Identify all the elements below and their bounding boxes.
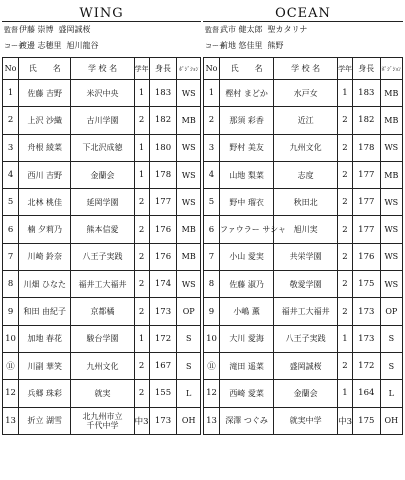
- player-grade: 1: [134, 325, 149, 352]
- player-number: ⑪: [3, 352, 19, 379]
- player-number: 3: [3, 134, 19, 161]
- staff-name: 渡邊 志穂里: [19, 41, 62, 50]
- player-number: 7: [204, 243, 220, 270]
- player-height: 177: [352, 189, 380, 216]
- player-position: WS: [177, 80, 201, 107]
- player-height: 172: [149, 325, 177, 352]
- player-school: 就実: [71, 380, 134, 407]
- player-number: 8: [3, 271, 19, 298]
- player-grade: 2: [134, 216, 149, 243]
- player-name: 楠 夕莉乃: [19, 216, 71, 243]
- player-height: 176: [149, 216, 177, 243]
- player-name: 和田 由紀子: [19, 298, 71, 325]
- player-school: 敬愛学園: [274, 271, 338, 298]
- player-grade: 2: [338, 134, 353, 161]
- player-school: 駿台学園: [71, 325, 134, 352]
- player-number: 5: [3, 189, 19, 216]
- player-row: [204, 325, 403, 352]
- player-name: 野中 瑠衣: [219, 189, 273, 216]
- player-height: 177: [352, 216, 380, 243]
- player-row: [3, 271, 201, 298]
- roster-table: [203, 57, 403, 435]
- player-name: 野村 美友: [219, 134, 273, 161]
- player-number: 3: [204, 134, 220, 161]
- player-name: 小山 愛実: [219, 243, 273, 270]
- player-height: 175: [352, 271, 380, 298]
- player-row: [204, 380, 403, 407]
- player-grade: 1: [338, 80, 353, 107]
- header-height: 身長: [149, 58, 177, 80]
- player-grade: 2: [134, 189, 149, 216]
- player-position: WS: [177, 189, 201, 216]
- player-position: MB: [380, 161, 402, 188]
- player-row: [204, 80, 403, 107]
- player-school: 秋田北: [274, 189, 338, 216]
- staff-role: コーチ: [205, 42, 226, 50]
- player-school: 金蘭会: [274, 380, 338, 407]
- player-position: WS: [177, 271, 201, 298]
- player-number: 12: [204, 380, 220, 407]
- player-row: [204, 298, 403, 325]
- staff-row: [205, 22, 403, 38]
- player-grade: 1: [338, 325, 353, 352]
- player-row: [204, 161, 403, 188]
- player-row: [204, 243, 403, 270]
- player-height: 176: [352, 243, 380, 270]
- player-school: 盛岡誠桜: [274, 352, 338, 379]
- player-grade: 1: [134, 80, 149, 107]
- player-row: [204, 134, 403, 161]
- player-row: [204, 271, 403, 298]
- player-position: OP: [177, 298, 201, 325]
- player-school: 古川学園: [71, 107, 134, 134]
- player-number: 13: [3, 407, 19, 434]
- header-name: 氏 名: [19, 58, 71, 80]
- staff-school: 熊野: [267, 41, 284, 50]
- player-row: [3, 189, 201, 216]
- player-height: 182: [149, 107, 177, 134]
- player-row: [3, 216, 201, 243]
- player-position: WS: [177, 161, 201, 188]
- player-row: [3, 380, 201, 407]
- player-number: 4: [204, 161, 220, 188]
- header-row: [3, 58, 201, 80]
- staff-block: [2, 22, 201, 54]
- player-name: 樫村 まどか: [219, 80, 273, 107]
- player-height: 178: [149, 161, 177, 188]
- player-school: 米沢中央: [71, 80, 134, 107]
- player-row: [204, 189, 403, 216]
- player-school: 志度: [274, 161, 338, 188]
- player-row: [3, 325, 201, 352]
- player-grade: 2: [338, 161, 353, 188]
- staff-row: [205, 38, 403, 54]
- player-name: 折立 湖雪: [19, 407, 71, 434]
- player-school: [71, 407, 134, 434]
- player-grade: 2: [134, 107, 149, 134]
- player-school: 熊本信愛: [71, 216, 134, 243]
- staff-row: [4, 38, 201, 54]
- player-number: 13: [204, 407, 220, 434]
- player-height: 174: [149, 271, 177, 298]
- player-position: S: [177, 352, 201, 379]
- player-school: 福井工大福井: [274, 298, 338, 325]
- player-height: 177: [149, 189, 177, 216]
- team-panel-wing: [2, 6, 201, 435]
- player-name: 小嶋 薫: [219, 298, 273, 325]
- player-name: 佐藤 淑乃: [219, 271, 273, 298]
- player-position: WS: [380, 271, 402, 298]
- staff-school: 旭川龍谷: [66, 41, 99, 50]
- player-grade: 中3: [338, 407, 353, 434]
- player-row: [3, 243, 201, 270]
- player-grade: 2: [338, 243, 353, 270]
- player-height: 155: [149, 380, 177, 407]
- player-name: 北林 桃佳: [19, 189, 71, 216]
- player-school: 延岡学園: [71, 189, 134, 216]
- player-number: 2: [204, 107, 220, 134]
- player-position: MB: [177, 243, 201, 270]
- player-row: [204, 352, 403, 379]
- player-school: 八王子実践: [71, 243, 134, 270]
- player-grade: 2: [134, 271, 149, 298]
- player-school: 就実中学: [274, 407, 338, 434]
- player-school: 九州文化: [71, 352, 134, 379]
- player-school: 八王子実践: [274, 325, 338, 352]
- header-no: No: [3, 58, 19, 80]
- player-height: 167: [149, 352, 177, 379]
- player-position: S: [380, 352, 402, 379]
- player-height: 175: [352, 407, 380, 434]
- player-position: S: [380, 325, 402, 352]
- player-number: 5: [204, 189, 220, 216]
- player-position: MB: [177, 216, 201, 243]
- roster-table: [2, 57, 201, 435]
- player-position: MB: [380, 80, 402, 107]
- player-position: L: [177, 380, 201, 407]
- player-school: 共栄学園: [274, 243, 338, 270]
- staff-role: 監督: [205, 26, 219, 34]
- header-name: 氏 名: [219, 58, 273, 80]
- staff-role: 監督: [4, 26, 18, 34]
- staff-block: [203, 22, 403, 54]
- team-title: OCEAN: [203, 6, 403, 22]
- player-number: 9: [3, 298, 19, 325]
- player-height: 183: [352, 80, 380, 107]
- player-height: 180: [149, 134, 177, 161]
- player-name: 深澤 つぐみ: [219, 407, 273, 434]
- staff-row: [4, 22, 201, 38]
- player-height: 177: [352, 161, 380, 188]
- player-position: OH: [177, 407, 201, 434]
- player-grade: 2: [134, 380, 149, 407]
- player-height: 182: [352, 107, 380, 134]
- player-name: 川副 華笑: [19, 352, 71, 379]
- player-row: [3, 407, 201, 434]
- player-position: S: [177, 325, 201, 352]
- player-height: 164: [352, 380, 380, 407]
- player-height: 178: [352, 134, 380, 161]
- player-grade: 1: [134, 134, 149, 161]
- player-row: [3, 134, 201, 161]
- player-grade: 1: [338, 380, 353, 407]
- player-grade: 2: [134, 298, 149, 325]
- player-name: 舟根 綾菜: [19, 134, 71, 161]
- player-height: 183: [149, 80, 177, 107]
- header-no: No: [204, 58, 220, 80]
- player-grade: 中3: [134, 407, 149, 434]
- staff-school: 聖カタリナ: [267, 25, 308, 34]
- player-name: ファウラー サシャ: [219, 216, 273, 243]
- player-row: [3, 161, 201, 188]
- player-grade: 1: [134, 161, 149, 188]
- staff-name: 伊藤 崇博: [19, 25, 54, 34]
- player-position: WS: [380, 243, 402, 270]
- player-row: [3, 107, 201, 134]
- player-number: 7: [3, 243, 19, 270]
- player-row: [3, 80, 201, 107]
- player-name: 大川 愛海: [219, 325, 273, 352]
- staff-school: 盛岡誠桜: [58, 25, 91, 34]
- player-school: 福井工大福井: [71, 271, 134, 298]
- player-grade: 2: [338, 352, 353, 379]
- player-position: MB: [177, 107, 201, 134]
- player-position: OH: [380, 407, 402, 434]
- player-row: [204, 216, 403, 243]
- player-number: 1: [204, 80, 220, 107]
- player-number: 10: [3, 325, 19, 352]
- school-line-1: 北九州市立: [82, 411, 123, 421]
- team-title: WING: [2, 6, 201, 22]
- player-grade: 2: [338, 298, 353, 325]
- player-grade: 2: [338, 271, 353, 298]
- player-name: 加地 春花: [19, 325, 71, 352]
- header-school: 学 校 名: [274, 58, 338, 80]
- player-position: OP: [380, 298, 402, 325]
- header-height: 身長: [352, 58, 380, 80]
- header-school: 学 校 名: [71, 58, 134, 80]
- player-number: 8: [204, 271, 220, 298]
- player-number: 6: [204, 216, 220, 243]
- player-row: [204, 407, 403, 434]
- player-height: 176: [149, 243, 177, 270]
- player-number: 9: [204, 298, 220, 325]
- player-name: 兵郷 珠彩: [19, 380, 71, 407]
- player-name: 川畑 ひなた: [19, 271, 71, 298]
- player-row: [204, 107, 403, 134]
- player-school: 水戸女: [274, 80, 338, 107]
- header-position: ﾎﾟｼﾞｼｮﾝ: [177, 58, 201, 80]
- player-name: 西川 吉野: [19, 161, 71, 188]
- player-school: 京都橘: [71, 298, 134, 325]
- player-height: 173: [352, 325, 380, 352]
- staff-name: 武市 健太郎: [220, 25, 263, 34]
- player-height: 173: [149, 298, 177, 325]
- player-grade: 2: [338, 189, 353, 216]
- player-position: WS: [380, 134, 402, 161]
- header-grade: 学年: [134, 58, 149, 80]
- staff-role: コーチ: [4, 42, 25, 50]
- player-school: 下北沢成徳: [71, 134, 134, 161]
- player-name: 山地 梨菜: [219, 161, 273, 188]
- player-grade: 2: [338, 107, 353, 134]
- player-position: WS: [380, 216, 402, 243]
- player-number: ⑪: [204, 352, 220, 379]
- header-position: ﾎﾟｼﾞｼｮﾝ: [380, 58, 402, 80]
- player-school: 金蘭会: [71, 161, 134, 188]
- player-number: 1: [3, 80, 19, 107]
- player-position: WS: [380, 189, 402, 216]
- player-number: 10: [204, 325, 220, 352]
- player-name: 佐藤 吉野: [19, 80, 71, 107]
- player-school: 旭川実: [274, 216, 338, 243]
- player-name: 西崎 愛菜: [219, 380, 273, 407]
- player-number: 2: [3, 107, 19, 134]
- header-grade: 学年: [338, 58, 353, 80]
- player-name: 那須 彩香: [219, 107, 273, 134]
- player-name: 上沢 沙織: [19, 107, 71, 134]
- staff-name: 前地 悠佳里: [220, 41, 263, 50]
- player-grade: 2: [338, 216, 353, 243]
- player-position: MB: [380, 107, 402, 134]
- header-row: [204, 58, 403, 80]
- team-panel-ocean: [203, 6, 403, 435]
- player-school: 近江: [274, 107, 338, 134]
- school-line-2: 千代中学: [86, 420, 119, 430]
- player-grade: 2: [134, 243, 149, 270]
- player-height: 173: [352, 298, 380, 325]
- player-row: [3, 352, 201, 379]
- player-height: 172: [352, 352, 380, 379]
- player-name: 滝田 遥菜: [219, 352, 273, 379]
- player-grade: 2: [134, 352, 149, 379]
- player-number: 4: [3, 161, 19, 188]
- player-school: 九州文化: [274, 134, 338, 161]
- player-number: 6: [3, 216, 19, 243]
- player-number: 12: [3, 380, 19, 407]
- player-name: 川崎 鈴奈: [19, 243, 71, 270]
- player-row: [3, 298, 201, 325]
- player-position: L: [380, 380, 402, 407]
- player-height: 173: [149, 407, 177, 434]
- player-position: WS: [177, 134, 201, 161]
